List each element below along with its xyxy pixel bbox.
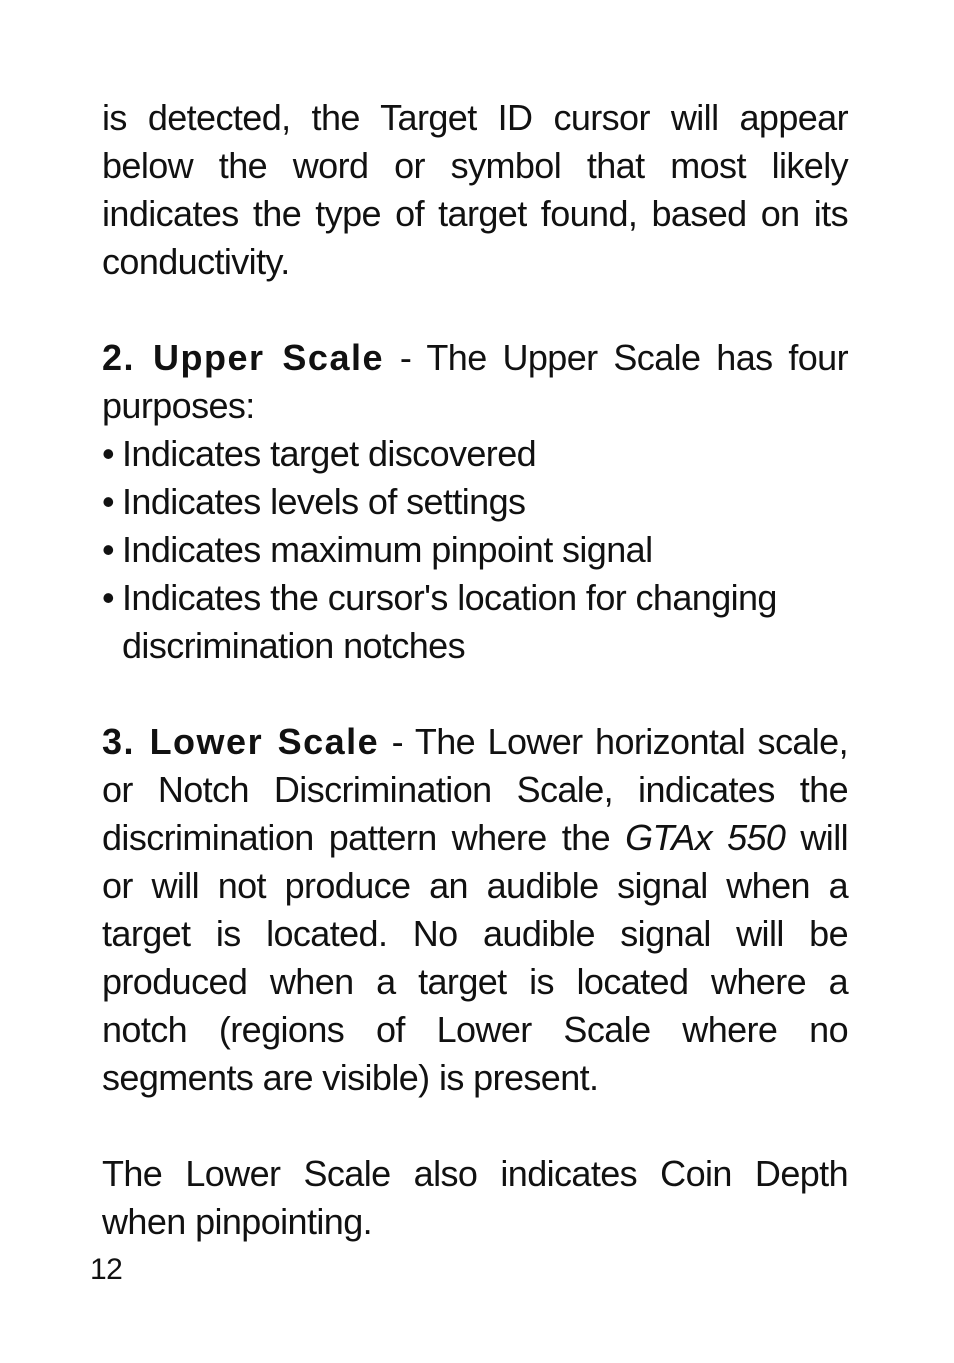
intro-paragraph: is detected, the Target ID cursor will appear below the word or symbol that most likely indicates the type of target found, based on its conductivity. xyxy=(102,97,848,282)
lower-scale-heading: 3. Lower Scale xyxy=(102,721,380,762)
list-item-text: Indicates maximum pinpoint signal xyxy=(122,529,653,570)
bullet-icon: • xyxy=(102,577,115,618)
list-item xyxy=(102,430,848,478)
manual-page-content xyxy=(102,94,848,1246)
upper-scale-heading: 2. Upper Scale xyxy=(102,337,384,378)
list-item-text: Indicates levels of settings xyxy=(122,481,526,522)
list-item xyxy=(102,526,848,574)
list-item xyxy=(102,478,848,526)
lower-scale-paragraph xyxy=(102,718,848,1102)
upper-scale-text: - The Upper Scale has four purposes: xyxy=(102,337,848,426)
bullet-icon: • xyxy=(102,433,115,474)
bullet-icon: • xyxy=(102,529,115,570)
spacer xyxy=(102,1102,848,1150)
list-item-text: Indicates the cursor's location for changing discrimination notches xyxy=(122,577,777,666)
page-number: 12 xyxy=(90,1253,123,1286)
lower-scale-text: - The Lower horizontal scale, or Notch Discrimination Scale, indicates the discrimination pattern where the xyxy=(102,721,848,858)
upper-scale-paragraph xyxy=(102,334,848,430)
coin-depth-paragraph: The Lower Scale also indicates Coin Depth when pinpointing. xyxy=(102,1153,848,1242)
upper-scale-purposes-list xyxy=(102,430,848,670)
list-item-text: Indicates target discovered xyxy=(122,433,537,474)
bullet-icon: • xyxy=(102,481,115,522)
spacer xyxy=(102,670,848,718)
spacer xyxy=(102,286,848,334)
lower-scale-text-continued: will or will not produce an audible signal when a target is located. No audible signal will be produced when a target is located where a notch (regions of Lower Scale where no segments are visible) is present. xyxy=(102,817,848,1098)
model-name: GTAx 550 xyxy=(625,817,786,858)
list-item xyxy=(102,574,848,670)
